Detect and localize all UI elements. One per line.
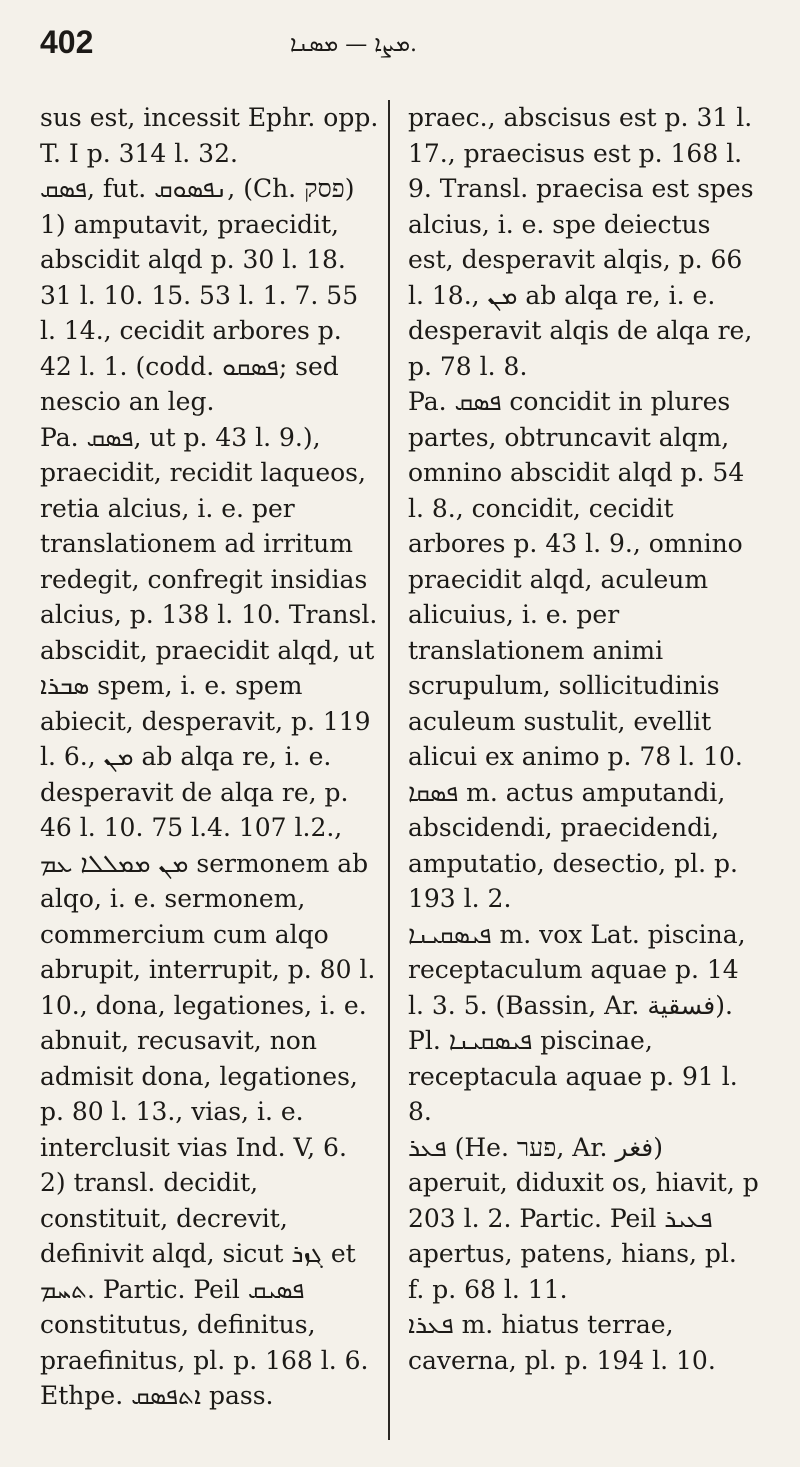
right-column-text: praec., abscisus est p. 31 l. 17., praecisus est p. 168 l. 9. Transl. praecisa est spes alcius, i. e. spe deiectus est, desperavit alqis, p. 66 l. 18., ܡܢ ab alqa re, i. e. desperavit alqis de alqa re, p. 78 l. 8. Pa. ܦܣܩ concidit in plures partes, obtruncavit alqm, omnino abscidit alqd p. 54 l. 8., concidit, cecidit arbores p. 43 l. 9., omnino praecidit alqd, aculeum alicuius, i. e. per translationem animi scrupulum, sollicitudinis aculeum sustulit, evellit alicui ex animo p. 78 l. 10. ܦܣܩܐ m. actus amputandi, abscidendi, praecidendi, amputatio, desectio, pl. p. 193 l. 2. ܦܝܣܩܝܢܐ m. vox Lat. piscina, receptaculum aquae p. 14 l. 3. 5. (Bassin, Ar. فسقية). Pl. ܦܝܣܩܝܢܐ piscinae, receptacula aquae p. 91 l. 8. ܦܥܪ (He. פער, Ar. فغر) aperuit, diduxit os, hiavit, p 203 l. 2. Partic. Peil ܦܥܝܪ apertus, patens, hians, pl. f. p. 68 l. 11. ܦܥܪܐ m. hiatus terrae, caverna, pl. p. 194 l. 10. [408,103,759,1375]
page-number: 402 [40,24,94,60]
column-divider [388,100,390,1440]
right-column [408,100,760,1378]
page-header [40,20,760,70]
left-column-text: sus est, incessit Ephr. opp. T. I p. 314 l. 32. ܦܣܩ, fut. ܢܦܣܘܩ, (Ch. פסק) 1) amputavit, praecidit, abscidit alqd p. 30 l. 18. 31 l. 10. 15. 53 l. 1. 7. 55 l. 14., cecidit arbores p. 42 l. 1. (codd. ܦܣܩܘ; sed nescio an leg. Pa. ܦܣܩ, ut p. 43 l. 9.), praecidit, recidit laqueos, retia alcius, i. e. per translationem ad irritum redegit, confregit insidias alcius, p. 138 l. 10. Transl. abscidit, praecidit alqd, ut ܣܒܪܐ spem, i. e. spem abiecit, desperavit, p. 119 l. 6., ܡܢ ab alqa re, i. e. desperavit de alqa re, p. 46 l. 10. 75 l.4. 107 l.2., ܡܢ ܡܡܠܠܐ ܥܡ sermonem ab alqo, i. e. sermonem, commercium cum alqo abrupit, interrupit, p. 80 l. 10., dona, legationes, i. e. abnuit, recusavit, non admisit dona, legationes, p. 80 l. 13., vias, i. e. interclusit vias Ind. V, 6. 2) transl. decidit, constituit, decrevit, definivit alqd, sicut ܓܙܪ et ܬܚܡ. Partic. Peil ܦܣܝܩ constitutus, definitus, praefinitus, pl. p. 168 l. 6. Ethpe. ܐܬܦܣܩ pass. [40,103,379,1410]
left-column [40,100,380,1414]
running-head: .ܡܨܐ — ܡܣܢܐ [290,32,418,57]
